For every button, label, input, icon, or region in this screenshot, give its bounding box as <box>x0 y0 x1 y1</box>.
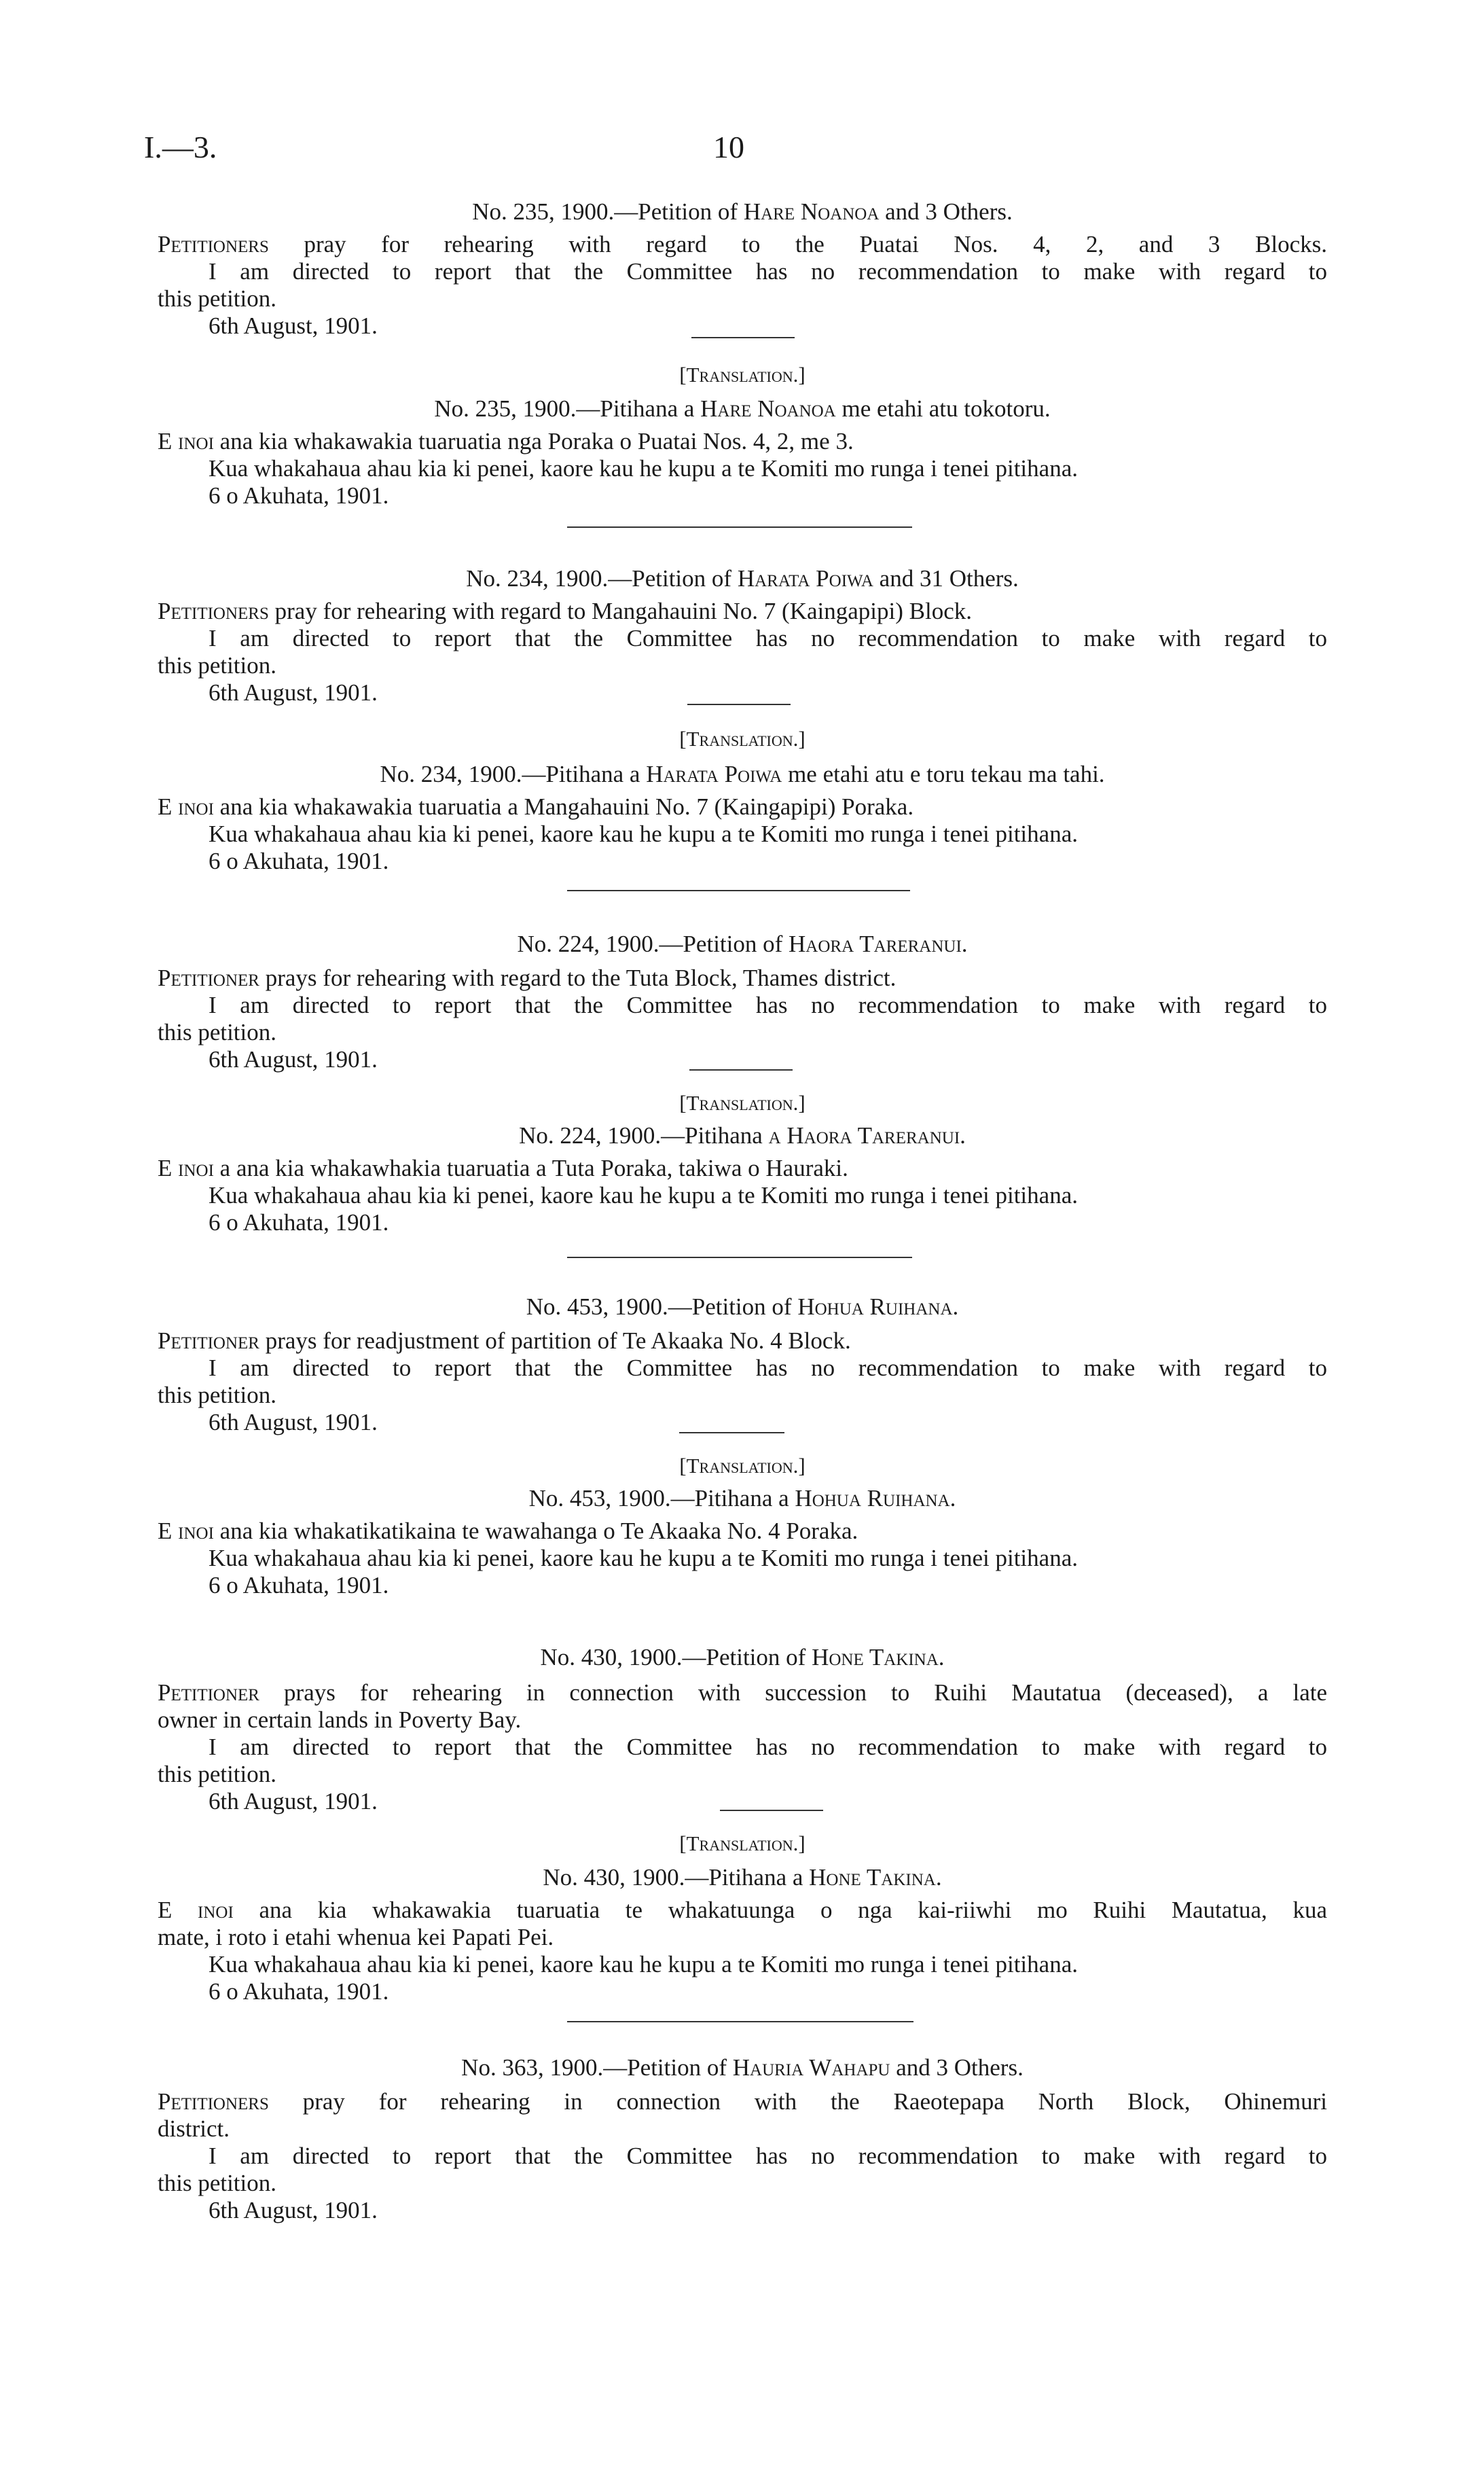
section-divider <box>567 890 910 891</box>
section-divider <box>567 526 912 528</box>
translation-label: [Translation.] <box>679 727 806 751</box>
translation-label: [Translation.] <box>679 1091 806 1115</box>
petition-body: Petitioner prays for rehearing with regard to the Tuta Block, Thames district. I am directed to report that the Committee has no recommendation to make with regard to this petition. 6th August, 1901. <box>158 965 1327 1073</box>
petition-heading: No. 224, 1900.—Petition of Haora Tareranui. <box>517 931 968 957</box>
maori-heading: No. 430, 1900.—Pitihana a Hone Takina. <box>543 1864 942 1891</box>
maori-heading: No. 235, 1900.—Pitihana a Hare Noanoa me etahi atu tokotoru. <box>434 395 1051 422</box>
maori-heading: No. 234, 1900.—Pitihana a Harata Poiwa me etahi atu e toru tekau ma tahi. <box>380 761 1105 787</box>
short-divider <box>720 1810 823 1811</box>
petition-body: Petitioners pray for rehearing with regard to the Puatai Nos. 4, 2, and 3 Blocks. I am directed to report that the Committee has no recommendation to make with regard to this petition. 6th August, 1901. <box>158 231 1327 339</box>
petition-body: Petitioner prays for readjustment of partition of Te Akaaka No. 4 Block. I am directed to report that the Committee has no recommendation to make with regard to this petition. 6th August, 1901. <box>158 1327 1327 1435</box>
document-reference: I.—3. <box>144 130 217 164</box>
maori-body: E inoi ana kia whakatikatikaina te wawahanga o Te Akaaka No. 4 Poraka. Kua whakahaua ahau kia ki penei, kaore kau he kupu a te Komiti mo runga i tenei pitihana. 6 o Akuhata, 1901. <box>158 1518 1078 1598</box>
petition-heading: No. 235, 1900.—Petition of Hare Noanoa and 3 Others. <box>472 198 1013 225</box>
petition-heading: No. 453, 1900.—Petition of Hohua Ruihana. <box>526 1293 959 1320</box>
translation-label: [Translation.] <box>679 363 806 387</box>
petition-heading: No. 430, 1900.—Petition of Hone Takina. <box>540 1644 945 1670</box>
translation-label: [Translation.] <box>679 1831 806 1855</box>
translation-label: [Translation.] <box>679 1454 806 1478</box>
short-divider <box>689 1069 793 1071</box>
maori-body: E inoi a ana kia whakawhakia tuaruatia a Tuta Poraka, takiwa o Hauraki. Kua whakahaua ahau kia ki penei, kaore kau he kupu a te Komiti mo runga i tenei pitihana. 6 o Akuhata, 1901. <box>158 1155 1078 1236</box>
short-divider <box>687 704 791 705</box>
section-divider <box>567 2021 913 2022</box>
page-number: 10 <box>713 130 744 164</box>
maori-body: E inoi ana kia whakawakia tuaruatia a Mangahauini No. 7 (Kaingapipi) Poraka. Kua whakahaua ahau kia ki penei, kaore kau he kupu a te Komiti mo runga i tenei pitihana. 6 o Akuhata, 1901. <box>158 793 1078 874</box>
short-divider <box>679 1432 784 1433</box>
section-divider <box>567 1257 912 1258</box>
petition-body: Petitioners pray for rehearing with regard to Mangahauini No. 7 (Kaingapipi) Block. I am directed to report that the Committee has no recommendation to make with regard to this petition. 6th August, 1901. <box>158 598 1327 706</box>
petition-body: Petitioners pray for rehearing in connection with the Raeotepapa North Block, Ohinemuri district. I am directed to report that the Committee has no recommendation to make with regard to this petition. 6th August, 1901. <box>158 2088 1327 2223</box>
petition-body: Petitioner prays for rehearing in connection with succession to Ruihi Mautatua (deceased), a late owner in certain lands in Poverty Bay. I am directed to report that the Committee has no recommendation to make with regard to this petition. 6th August, 1901. <box>158 1679 1327 1814</box>
petition-heading: No. 234, 1900.—Petition of Harata Poiwa and 31 Others. <box>466 565 1019 592</box>
short-divider <box>691 337 795 338</box>
maori-heading: No. 224, 1900.—Pitihana a Haora Tareranui. <box>519 1122 966 1149</box>
maori-heading: No. 453, 1900.—Pitihana a Hohua Ruihana. <box>528 1485 956 1511</box>
maori-body: E inoi ana kia whakawakia tuaruatia te whakatuunga o nga kai-riiwhi mo Ruihi Mautatua, kua mate, i roto i etahi whenua kei Papati Pei. Kua whakahaua ahau kia ki penei, kaore kau he kupu a te Komiti mo runga i tenei pitihana. 6 o Akuhata, 1901. <box>158 1897 1327 2005</box>
maori-body: E inoi ana kia whakawakia tuaruatia nga Poraka o Puatai Nos. 4, 2, me 3. Kua whakahaua ahau kia ki penei, kaore kau he kupu a te Komiti mo runga i tenei pitihana. 6 o Akuhata, 1901. <box>158 428 1078 509</box>
petition-heading: No. 363, 1900.—Petition of Hauria Wahapu and 3 Others. <box>461 2054 1024 2081</box>
